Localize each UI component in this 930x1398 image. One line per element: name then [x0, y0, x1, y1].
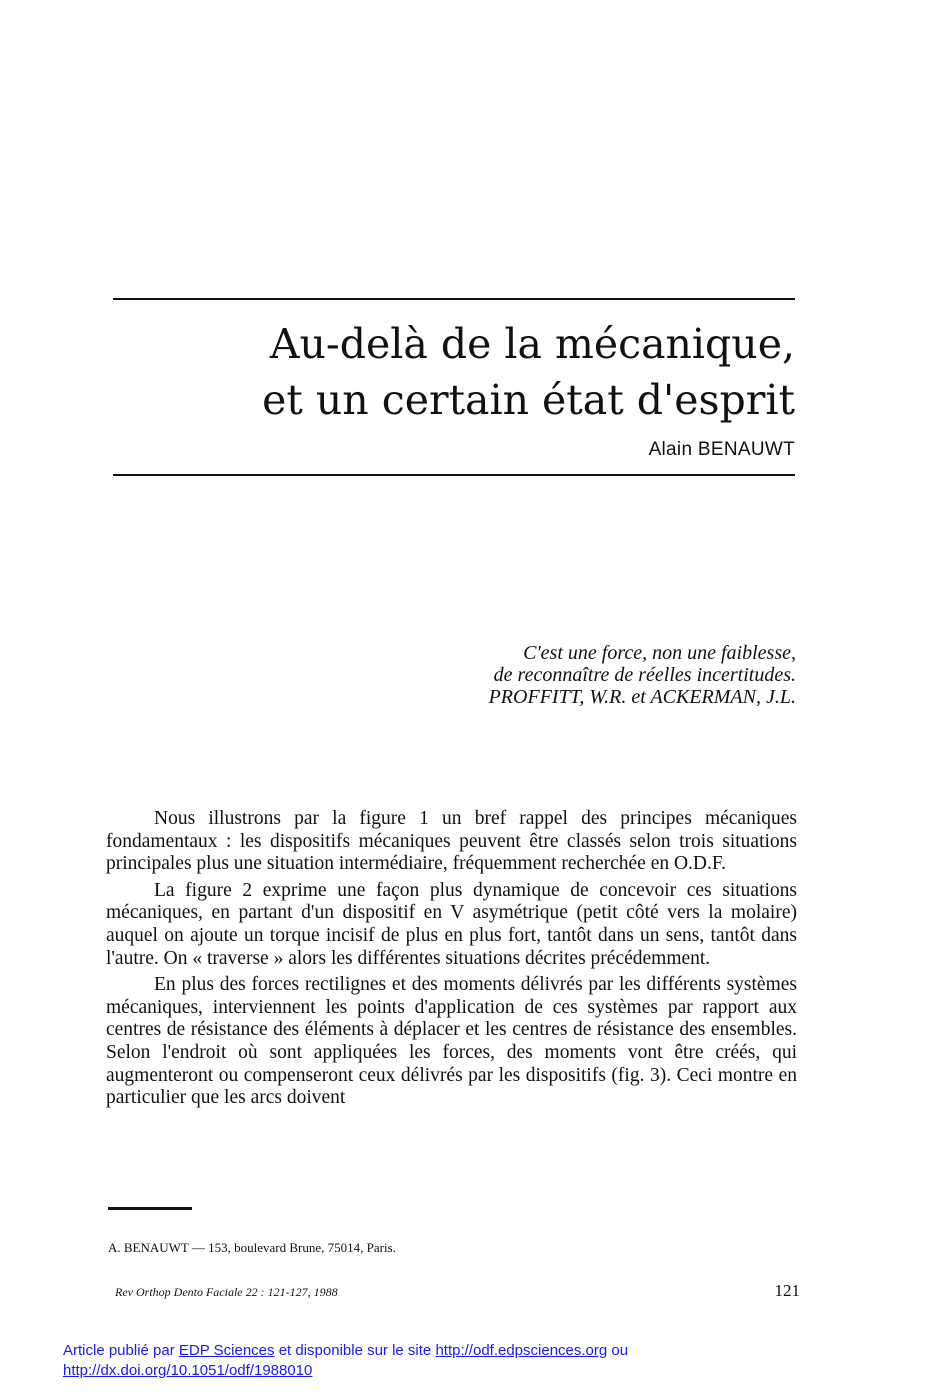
author-address-footnote: A. BENAUWT — 153, boulevard Brune, 75014, Paris. [108, 1240, 396, 1255]
page-number: 121 [774, 1281, 800, 1300]
publisher-link[interactable]: EDP Sciences [178, 1342, 275, 1359]
paragraph-1: Nous illustrons par la figure 1 un bref rappel des principes mécaniques fondamentaux : les dispositifs mécaniques peuvent être classés selon trois situations principales plus une situation intermédiaire, fréquemment recherchée en O.D.F. [106, 808, 797, 875]
article-title-line-2: et un certain état d'esprit [262, 376, 795, 424]
doi-link[interactable]: http://dx.doi.org/10.1051/odf/1988010 [63, 1362, 313, 1379]
top-title-rule [113, 298, 795, 300]
paragraph-3: En plus des forces rectilignes et des moments délivrés par les différents systèmes mécaniques, interviennent les points d'application de ces systèmes par rapport aux centres de résistance des éléments à déplacer et les centres de résistance des ensembles. Selon l'endroit où sont appliquées les forces, des moments vont être créés, qui augmenteront ou compenseront ceux délivrés par les dispositifs (fig. 3). Ceci montre en particulier que les arcs doivent [106, 974, 797, 1109]
paragraph-2: La figure 2 exprime une façon plus dynamique de concevoir ces situations mécaniques, en partant d'un dispositif en V asymétrique (petit côté vers la molaire) auquel on ajoute un torque incisif de plus en plus fort, tantôt dans un sens, tantôt dans l'autre. On « traverse » alors les différentes situations décrites précédemment. [106, 879, 797, 969]
author-name: Alain BENAUWT [648, 439, 795, 460]
article-title-line-1: Au-delà de la mécanique, [269, 320, 795, 368]
banner-suffix: ou [611, 1342, 629, 1359]
bottom-title-rule [113, 474, 795, 476]
epigraph-line-2: de reconnaître de réelles incertitudes. [493, 664, 796, 686]
article-body [106, 808, 797, 1114]
footnote-rule [108, 1207, 192, 1210]
epigraph-line-1: C'est une force, non une faiblesse, [523, 642, 796, 664]
banner-middle: et disponible sur le site [278, 1342, 432, 1359]
epigraph-attribution: PROFFITT, W.R. et ACKERMAN, J.L. [488, 686, 796, 708]
banner-prefix: Article publié par [63, 1342, 175, 1359]
journal-reference: Rev Orthop Dento Faciale 22 : 121-127, 1988 [115, 1285, 338, 1299]
site-link[interactable]: http://odf.edpsciences.org [435, 1342, 608, 1359]
publisher-banner [63, 1341, 703, 1381]
